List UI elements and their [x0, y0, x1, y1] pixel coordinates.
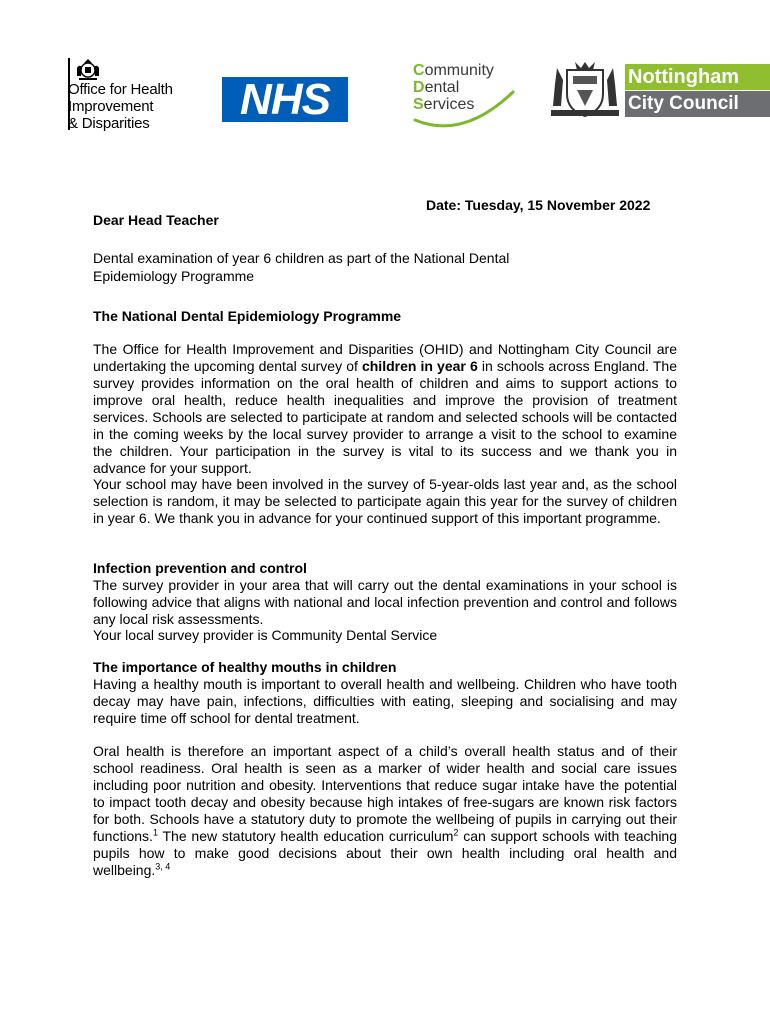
ohid-line-2: Improvement: [68, 98, 154, 115]
paragraph-previous-survey: Your school may have been involved in the survey of 5-year-olds last year and, as the school selection is random, it may be selected to participate again this year for the survey of children in year 6. We thank you in advance for your continued support of this important programme.: [93, 476, 677, 526]
cds-line-3-rest: ervices: [423, 96, 475, 113]
paragraph-oral-health: [93, 743, 677, 879]
paragraph-infection-control: The survey provider in your area that will carry out the dental examinations in your school is following advice that aligns with national and local infection prevention and control and follows any local risk assessments.: [93, 577, 677, 627]
subject-line-1: Dental examination of year 6 children as part of the National Dental: [93, 250, 510, 266]
salutation: Dear Head Teacher: [93, 212, 219, 228]
section-heading-infection: Infection prevention and control: [93, 560, 307, 576]
swoosh-icon: [413, 62, 523, 132]
paragraph-survey-provider: Your local survey provider is Community Dental Service: [93, 627, 438, 643]
cds-line-1-rest: ommunity: [424, 62, 494, 79]
subject-line: [93, 249, 593, 285]
ohid-logo: [68, 58, 198, 130]
paragraph-1-text-a: The Office for Health Improvement and Disparities (OHID) and Nottingham City Council are undertaking the upcoming dental survey of: [93, 341, 677, 374]
paragraph-healthy-mouth: Having a healthy mouth is important to overall health and wellbeing. Children who have tooth decay may have pain, infections, difficulties with eating, sleeping and socialising and may require time off school for dental treatment.: [93, 676, 677, 726]
footnote-ref-2: 2: [453, 827, 459, 838]
paragraph-programme-intro: [93, 341, 677, 477]
paragraph-1-bold: children in year 6: [361, 358, 478, 374]
section-heading-programme: The National Dental Epidemiology Programme: [93, 308, 402, 324]
nhs-logo: [222, 77, 348, 122]
community-dental-services-logo: [413, 62, 523, 132]
subject-line-2: Epidemiology Programme: [93, 268, 255, 284]
ohid-line-3: & Disparities: [68, 115, 150, 132]
paragraph-6-text-c: can support schools with teaching pupils how to make good decisions about their own health including oral health and wellbeing.: [93, 828, 677, 878]
section-heading-healthy-mouths: The importance of healthy mouths in children: [93, 659, 397, 675]
nhs-logo-text: NHS: [240, 75, 330, 124]
ohid-logo-text: [68, 81, 173, 132]
paragraph-1-text-b: in schools across England. The survey provides information on the oral health of children and aims to support actions to improve oral health, reduce health inequalities and improve the provision of treatment services. Schools are selected to participate at random and selected schools will be contacted in the coming weeks by the local survey provider to arrange a visit to the school to examine the children. Your participation in the survey is vital to its success and we thank you in advance for your support.: [93, 358, 677, 476]
coat-of-arms-icon: [549, 60, 621, 120]
paragraph-6-text-a: Oral health is therefore an important aspect of a child’s overall health status and of their school readiness. Oral health is seen as a marker of wider health and social care issues including poor nutrition and obesity. Interventions that reduce sugar intake have the potential to impact tooth decay and obesity because high intakes of free-sugars are known risk factors for both. Schools have a statutory duty to promote the wellbeing of pupils in carrying out their functions.: [93, 743, 677, 844]
ncc-logo-line-1: Nottingham: [625, 64, 770, 90]
cds-line-1: Community: [413, 62, 494, 79]
letter-date: Date: Tuesday, 15 November 2022: [426, 197, 651, 213]
cds-line-2: Dental: [413, 79, 460, 96]
royal-crest-icon: [74, 58, 102, 82]
footnote-ref-1: 1: [152, 827, 158, 838]
paragraph-6-text-b: The new statutory health education curriculum: [157, 828, 454, 844]
ncc-logo-line-2: City Council: [625, 91, 770, 117]
nottingham-city-council-logo: [625, 64, 770, 118]
footnote-ref-3-4: 3, 4: [155, 861, 171, 872]
cds-line-2-rest: ental: [424, 79, 460, 96]
cds-line-3: Services: [413, 96, 475, 113]
ohid-line-1: Office for Health: [68, 81, 173, 98]
